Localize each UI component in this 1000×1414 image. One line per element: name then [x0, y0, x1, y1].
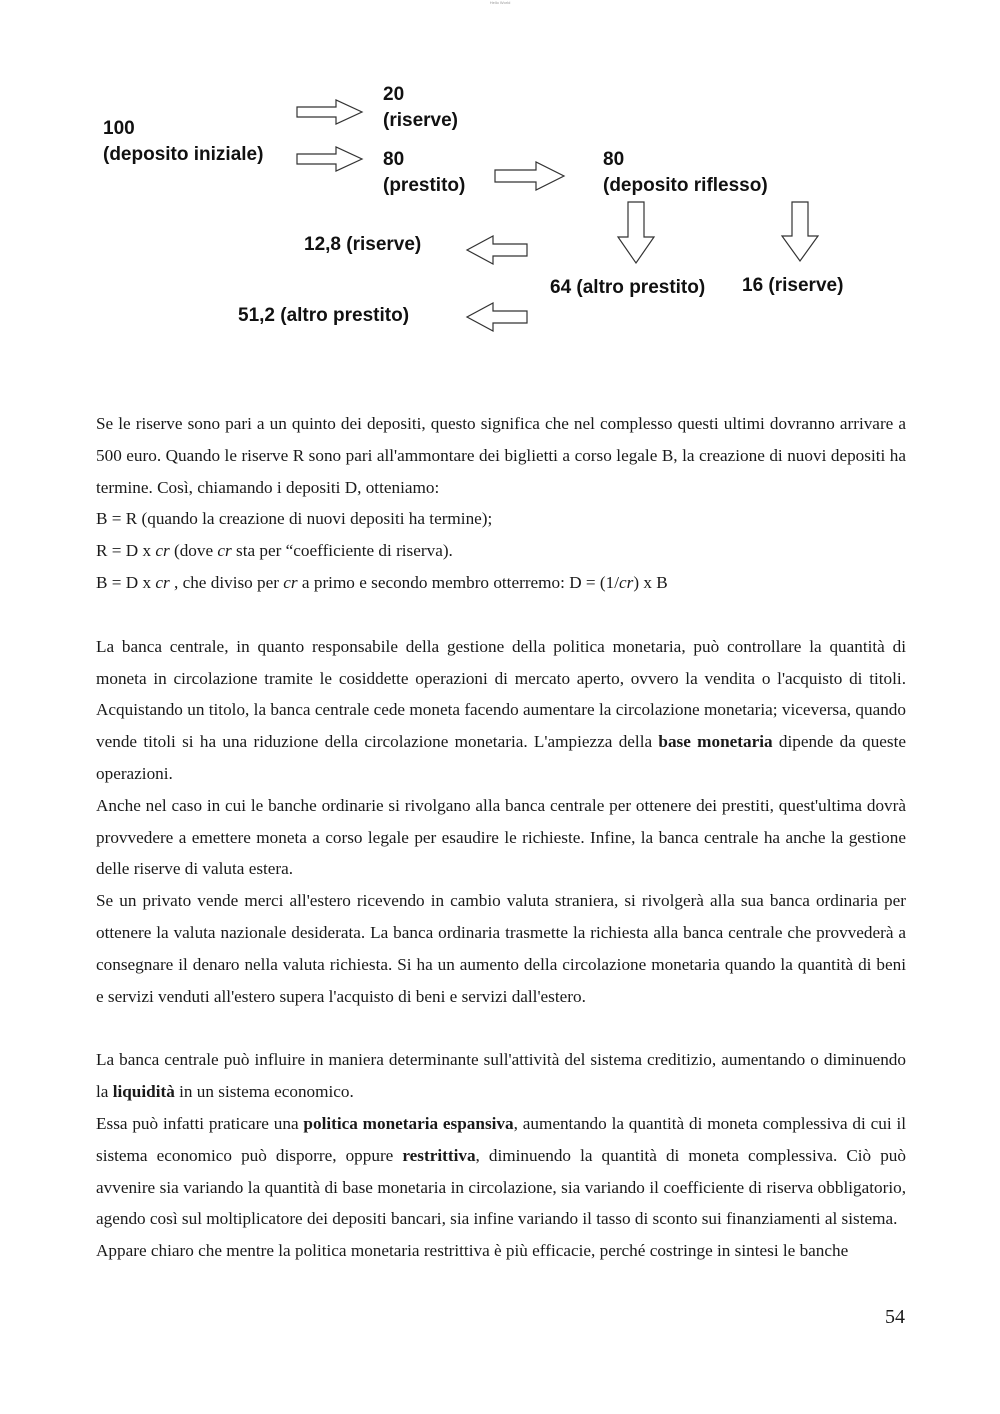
- paragraph-foreign-currency: Se un privato vende merci all'estero ricevendo in cambio valuta straniera, si rivolgerà alla sua banca ordinaria per ottenere la valuta nazionale desiderata. La banca ordinaria trasmette la richiesta alla banca centrale che provvederà a consegnare il denaro nella valuta richiesta. Si ha un aumento della circolazione monetaria quando la quantità di beni e servizi venduti all'estero supera l'acquisto di beni e servizi dall'estero.: [96, 891, 906, 1006]
- equation-b-r: B = R (quando la creazione di nuovi depositi ha termine);: [96, 509, 493, 529]
- arrow-right-icon: [494, 161, 566, 191]
- deposit-multiplier-diagram: [0, 60, 1000, 360]
- page-number: 54: [885, 1306, 905, 1328]
- paragraph-loans: Anche nel caso in cui le banche ordinarie si rivolgano alla banca centrale per ottenere dei prestiti, quest'ultima dovrà provvedere a emettere moneta a corso legale per esaudire le richieste. Infine, la banca centrale ha anche la gestione delle riserve di valuta estera.: [96, 795, 906, 879]
- reserves-value: 20: [383, 84, 405, 105]
- arrow-left-icon: [465, 235, 529, 265]
- paragraph-conclusion: Appare chiaro che mentre la politica monetaria restrittiva è più efficacie, perché costringe in sintesi le banche: [96, 1241, 849, 1261]
- reserves-third-label: 16 (riserve): [742, 275, 844, 296]
- equation-r-d: R = D x cr (dove cr sta per “coefficiente di riserva).: [96, 541, 453, 561]
- arrow-right-icon: [296, 99, 364, 125]
- body-text: [96, 408, 906, 1267]
- paragraph-liquidity: La banca centrale può influire in maniera determinante sull'attività del sistema creditizio, aumentando o diminuendo la liquidità in un sistema economico.: [96, 1050, 906, 1102]
- header-mark: Hello World: [489, 0, 511, 5]
- arrow-down-icon: [780, 201, 820, 263]
- loan-value: 80: [383, 149, 405, 170]
- reflex-deposit-label: (deposito riflesso): [603, 175, 768, 196]
- initial-deposit-label: (deposito iniziale): [103, 144, 264, 165]
- arrow-down-icon: [616, 201, 656, 265]
- reserves-second-label: 12,8 (riserve): [304, 234, 422, 255]
- initial-deposit-value: 100: [103, 118, 135, 139]
- loan-label: (prestito): [383, 175, 466, 196]
- reflex-deposit-value: 80: [603, 149, 625, 170]
- arrow-right-icon: [296, 146, 364, 172]
- equation-b-d: B = D x cr , che diviso per cr a primo e secondo membro otterremo: D = (1/cr) x B: [96, 572, 668, 592]
- paragraph-central-bank: La banca centrale, in quanto responsabile della gestione della politica monetaria, può controllare la quantità di moneta in circolazione tramite le cosiddette operazioni di mercato aperto, ovvero la vendita o l'acquisto di titoli. Acquistando un titolo, la banca centrale cede moneta facendo aumentare la circolazione monetaria; viceversa, quando vende titoli si ha una riduzione della circolazione monetaria. L'ampiezza della base monetaria dipende da queste operazioni.: [96, 636, 907, 783]
- other-loan-label: 64 (altro prestito): [550, 277, 706, 298]
- paragraph-reserves: Se le riserve sono pari a un quinto dei depositi, questo significa che nel complesso questi ultimi dovranno arrivare a 500 euro. Quando le riserve R sono pari all'ammontare dei biglietti a corso legale B, la creazione di nuovi depositi ha termine. Così, chiamando i depositi D, otteniamo:: [96, 414, 906, 497]
- arrow-left-icon: [465, 302, 529, 332]
- reserves-label: (riserve): [383, 110, 458, 131]
- other-loan-second-label: 51,2 (altro prestito): [238, 305, 410, 326]
- paragraph-monetary-policy: Essa può infatti praticare una politica monetaria espansiva, aumentando la quantità di moneta complessiva di cui il sistema economico può disporre, oppure restrittiva, diminuendo la quantità di moneta complessiva. Ciò può avvenire sia variando la quantità di base monetaria in circolazione, sia variando il coefficiente di riserva obbligatorio, agendo così sul moltiplicatore dei depositi bancari, sia infine variando il tasso di sconto sui finanziamenti al sistema.: [96, 1113, 906, 1229]
